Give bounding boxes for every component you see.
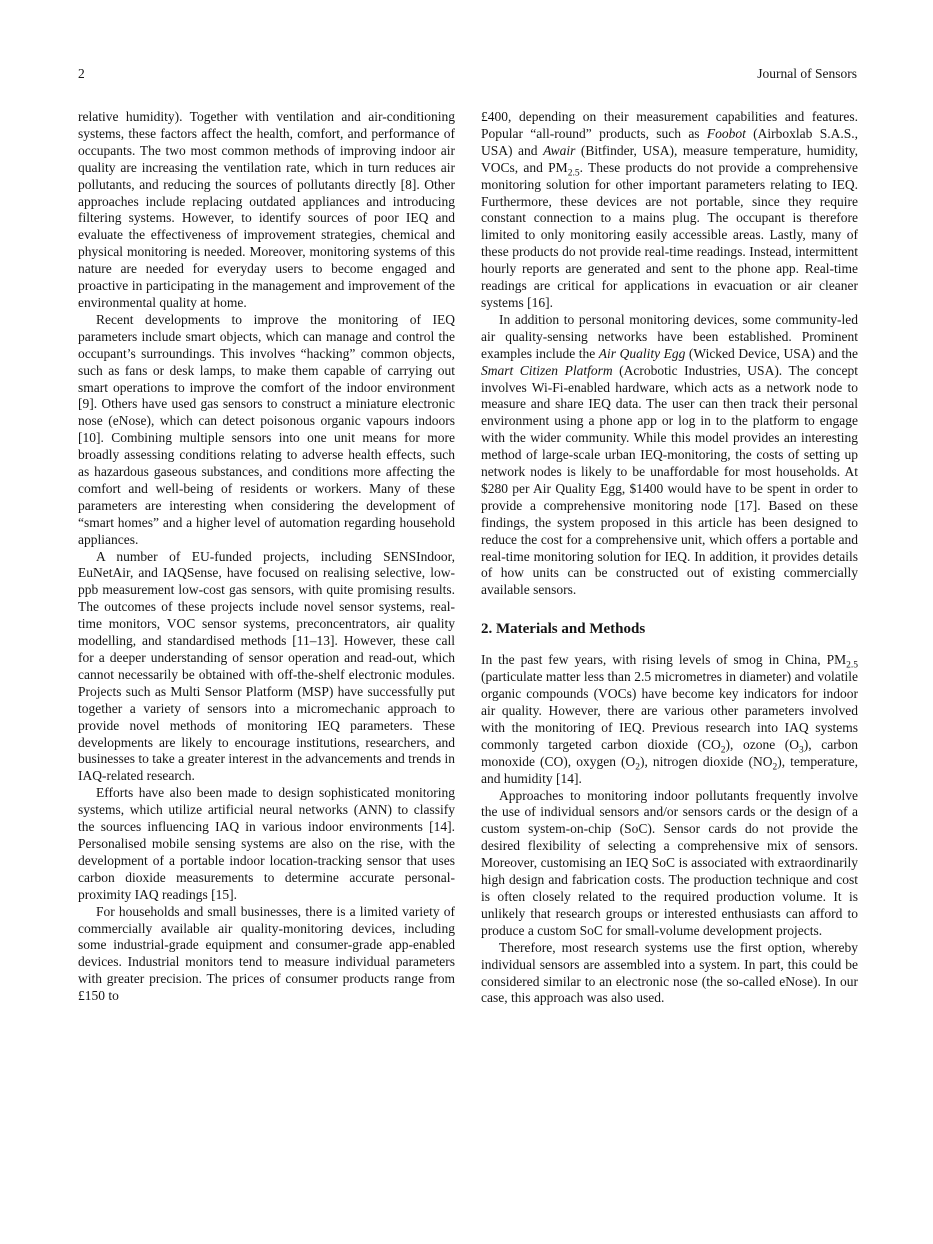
- section-heading: 2. Materials and Methods: [481, 621, 646, 638]
- text-run: 2.5: [567, 168, 580, 179]
- paragraph: [481, 788, 858, 940]
- paragraph: [481, 312, 858, 599]
- text-run: Awair: [543, 142, 576, 158]
- text-run: ), nitrogen dioxide (NO: [639, 753, 773, 769]
- paragraph: [481, 109, 858, 312]
- text-run: 3: [799, 745, 804, 756]
- paragraph: [78, 549, 455, 786]
- text-run: ), ozone (O: [725, 736, 800, 752]
- text-run: (Bitfinder, USA), measure temperature, humidity, VOCs, and PM: [481, 142, 858, 175]
- paragraph: [78, 785, 455, 903]
- text-run: (Acrobotic Industries, USA). The concept involves Wi-Fi-enabled hardware, which acts as a network node to measure and share IEQ data. The user can then track their personal environment using a phone app or log in to the platform to engage with the wider community. While this model provides an interesting method of large-scale urban IEQ-monitoring, the costs of setting up network nodes is likely to be unaffordable for most households. At $280 per Air Quality Egg, $1400 would have to be spent in order to provide a comprehensive monitoring node [17]. Based on these findings, the system proposed in this article has been designed to reduce the cost for a comprehensive unit, which offers a portable and real-time monitoring solution for IEQ. In addition, it provides details of how units can be constructed out of existing commercially available sensors.: [481, 362, 858, 598]
- text-run: £400, depending on their measurement capabilities and features. Popular “all-round” products, such as: [481, 109, 858, 141]
- text-run: (particulate matter less than 2.5 micrometres in diameter) and volatile organic compounds (VOCs) have become key indicators for indoor air quality. However, there are various other parameters involved with the monitoring of IEQ. Previous research into IAQ systems commonly targeted carbon dioxide (CO: [481, 669, 858, 752]
- text-run: Air Quality Egg: [598, 345, 686, 361]
- text-run: 2.5: [846, 660, 858, 671]
- text-run: Therefore, most research systems use the first option, whereby individual sensors are assembled into a system. In part, this could be considered similar to an electronic nose (the so-called eNose). In our case, this approach was also used.: [481, 939, 858, 1006]
- text-run: Smart Citizen Platform: [481, 362, 613, 378]
- text-run: A number of EU-funded projects, including SENSIndoor, EuNetAir, and IAQSense, have focused on realising selective, low-ppb measurement low-cost gas sensors, with quite promising results. The outcomes of these projects include novel sensor systems, real-time monitors, VOC sensor systems, preconcentrators, air quality modelling, and standardised methods [11–13]. However, these call for a deeper understanding of sensor operation and read-out, which cannot necessarily be obtained with off-the-shelf electronic modules. Projects such as Multi Sensor Platform (MSP) have successfully put together a variety of sensors into a micromechanic approach to provide novel methods of monitoring IEQ parameters. These developments are likely to encourage institutions, researchers, and businesses to take a greater interest in the advancements and trends in IAQ-related research.: [78, 548, 455, 784]
- paragraph: [481, 652, 858, 787]
- right-column: [481, 109, 858, 1007]
- paragraph: [78, 109, 455, 312]
- paragraph: [78, 312, 455, 549]
- text-run: (Airboxlab S.A.S., USA) and: [481, 125, 858, 158]
- text-run: For households and small businesses, there is a limited variety of commercially available air quality-monitoring devices, including some industrial-grade equipment and consumer-grade app-enabled devices. Industrial monitors tend to measure individual parameters with greater precision. The prices of consumer products range from £150 to: [78, 903, 455, 1004]
- text-run: 2: [772, 762, 778, 773]
- journal-name: Journal of Sensors: [757, 66, 857, 81]
- paragraph: [78, 904, 455, 1005]
- two-column-body: [78, 109, 857, 1007]
- text-run: Efforts have also been made to design sophisticated monitoring systems, which utilize artificial neural networks (ANN) to classify the sources influencing IAQ in various indoor environments [14]. Personalised mobile sensing systems are also on the rise, with the development of a portable indoor location-tracking sensor that uses carbon dioxide measurements to determine accurate personal-proximity IAQ readings [15].: [78, 785, 455, 902]
- text-run: In addition to personal monitoring devices, some community-led air quality-sensing networks have been established. Prominent examples include the: [481, 311, 858, 361]
- left-column: [78, 109, 455, 1007]
- text-run: Approaches to monitoring indoor pollutants frequently involve the use of individual sensors and/or sensors cards or the design of a custom system-on-chip (SoC). Sensor cards do not provide the desired flexibility of selecting a comprehensive mix of sensors. Moreover, customising an IEQ SoC is associated with extraordinarily high design and fabrication costs. The production technique and cost is often closely related to the required production volume. It is unlikely that research groups or interested enthusiasts can afford to produce a custom SoC for small-volume development projects.: [481, 787, 858, 938]
- text-run: Recent developments to improve the monitoring of IEQ parameters include smart objects, which can manage and control the occupant’s surroundings. This involves “hacking” common objects, such as fans or desk lamps, to make them capable of carrying out smart operations to improve the comfort of the indoor environment [9]. Others have used gas sensors to construct a miniature electronic nose (eNose), which can detect poisonous organic vapours indoors [10]. Combining multiple sensors into one unit means for more broadly assessing conditions relating to adverse health effects, such as hazardous gaseous substances, and conditions more affecting the comfort and well-being of residents or workers. Many of these parameters are interesting when considering the development of “smart homes” and a higher level of automation regarding household appliances.: [78, 311, 455, 547]
- page-number: 2: [78, 66, 85, 81]
- text-run: relative humidity). Together with ventilation and air-conditioning systems, these factors affect the health, comfort, and performance of occupants. The two most common methods of improving indoor air quality are increasing the ventilation rate, which in turn reduces air pollutants, and reducing the sources of pollutants directly [8]. Other approaches include replacing outdated appliances and introducing filtering systems. However, to identify sources of poor IEQ and evaluate the effectiveness of improvement strategies, chemical and physical monitoring is needed. Moreover, monitoring systems of this nature are needed for everyday users to become engaged and proactive in participating in the management and improvement of the environmental quality at home.: [78, 109, 455, 310]
- text-run: . These products do not provide a comprehensive monitoring solution for other important parameters relating to IEQ. Furthermore, these devices are not portable, since they require constant connection to a mains plug. The occupant is therefore limited to only monitoring easily accessible areas. Lastly, many of these products do not provide real-time readings. Instead, intermittent hourly reports are generated and sent to the phone app. Real-time readings are critical for applications in evacuation or air cleaner systems [16].: [481, 159, 859, 310]
- text-run: ), temperature, and humidity [14].: [481, 753, 858, 786]
- text-run: Foobot: [706, 125, 746, 141]
- text-run: (Wicked Device, USA) and the: [685, 345, 858, 361]
- text-run: ), carbon monoxide (CO), oxygen (O: [481, 736, 858, 769]
- text-run: 2: [720, 745, 726, 756]
- text-run: In the past few years, with rising levels of smog in China, PM: [481, 652, 847, 668]
- paragraph: [481, 940, 858, 1008]
- text-run: 2: [635, 762, 640, 773]
- running-head: [78, 66, 857, 82]
